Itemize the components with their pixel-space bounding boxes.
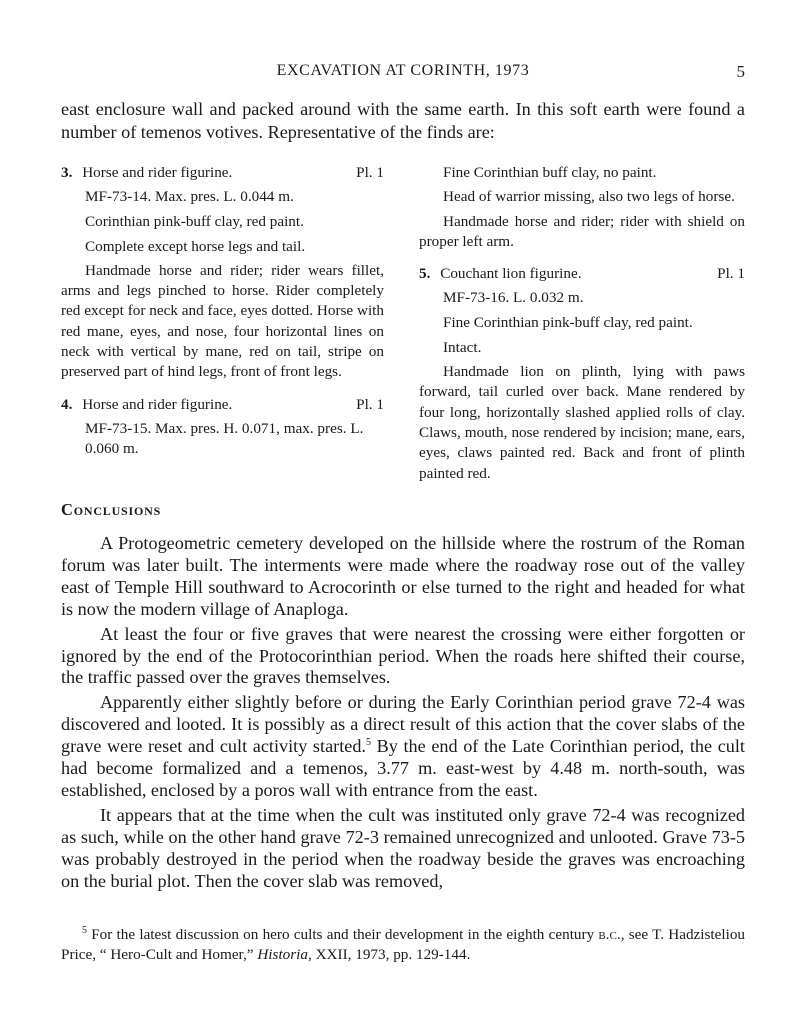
conclusions-paragraph-4: It appears that at the time when the cult was instituted only grave 72-4 was recognized as such, while on the other hand grave 72-3 remained unrecognized and unlooted. Grave 73-5 was probably destroyed in the period when the roadway beside the graves was encroaching on the burial plot. Then the cover slab was removed, [61, 804, 745, 891]
catalogue-entry-4-fabric: Fine Corinthian buff clay, no paint. [443, 164, 657, 181]
footnote-journal: Historia [257, 946, 308, 963]
catalogue-entry-5-title: Couchant lion figurine. [440, 265, 582, 283]
intro-paragraph: east enclosure wall and packed around with the same earth. In this soft earth were found a number of temenos votives. Representative of the finds are: [61, 99, 745, 142]
catalogue-entry-3-header [61, 163, 384, 183]
footnote-5 [61, 925, 745, 965]
catalogue-entry-5-header [419, 264, 745, 284]
catalogue-entry-4-plate: Pl. 1 [356, 395, 384, 413]
conclusions-paragraph-2: At least the four or five graves that were nearest the crossing were either forgotten or ignored by the end of the Protocorinthian period. When the roads here shifted their course, the traffic passed over the graves themselves. [61, 623, 745, 688]
footnote-reference-5[interactable]: 5 [365, 737, 371, 749]
footnote-text-c: , XXII, 1973, pp. 129-144. [307, 946, 471, 963]
catalogue-entry-4-title: Horse and rider figurine. [82, 395, 233, 413]
conclusions-paragraph-3-part-b: By the end of the Late Corinthian period, the cult had become formalized and a temenos, 3.77 m. east-west by 4.48 m. north-south, was established, enclosed by a poros wall with entrance from the east. [61, 736, 745, 800]
catalogue-column-right [419, 163, 745, 488]
catalogue-entry-3-plate: Pl. 1 [356, 164, 384, 181]
footnote-marker: 5 [82, 924, 87, 936]
conclusions-body [61, 533, 745, 896]
catalogue-entry-4-number: 4. [61, 395, 73, 413]
footnote-text-a: For the latest discussion on hero cults and their development in the eighth century [87, 926, 599, 943]
catalogue-entry-3-title: Horse and rider figurine. [82, 164, 233, 181]
catalogue-entry-3-number: 3. [61, 164, 73, 181]
catalogue-entry-5-description: Handmade lion on plinth, lying with paws forward, tail curled over back. Mane rendered by four long, horizontally slashed applied rolls of clay. Claws, mouth, nose rendered by incision; mane, ears, eyes, claws painted red. Back and front of plinth painted red. [419, 363, 745, 482]
catalogue-entry-4-description: Handmade horse and rider; rider with shield on proper left arm. [419, 212, 745, 250]
catalogue-entry-5-inventory: MF-73-16. L. 0.032 m. [443, 289, 584, 307]
footnote-text-b: , see T. Hadzisteliou Price, “ Hero-Cult and Homer,” [61, 926, 746, 963]
catalogue-entry-5-plate: Pl. 1 [717, 265, 745, 283]
catalogue-entry-5-condition: Intact. [443, 338, 482, 356]
section-heading-conclusions: Conclusions [61, 500, 162, 519]
catalogue-entry-4-header [61, 395, 384, 415]
conclusions-paragraph-3 [61, 692, 745, 802]
catalogue-entry-5-fabric: Fine Corinthian pink-buff clay, red paint. [443, 314, 693, 332]
conclusions-paragraph-1: A Protogeometric cemetery developed on the hillside where the rostrum of the Roman forum was later built. The interments were made where the roadway rose out of the valley east of Temple Hill southward to Acrocorinth or else turned to the right and headed for what is now the modern village of Anaploga. [61, 533, 745, 619]
running-head [61, 62, 745, 84]
footnote-era: b.c. [598, 926, 621, 943]
running-head-title: EXCAVATION AT CORINTH, 1973 [276, 62, 530, 79]
conclusions-paragraph-3-part-a: Apparently either slightly before or during the Early Corinthian period grave 72-4 was discovered and looted. It is possibly as a direct result of this action that the cover slabs of the grave were reset and cult activity started. [61, 692, 745, 757]
catalogue-entry-3-inventory: MF-73-14. Max. pres. L. 0.044 m. [85, 188, 294, 205]
catalogue-entry-5-number: 5. [419, 265, 431, 283]
catalogue-entry-4-inventory: MF-73-15. Max. pres. H. 0.071, max. pres. L. 0.060 m. [85, 419, 364, 457]
catalogue-column-left [61, 163, 384, 464]
catalogue-entry-3-description: Handmade horse and rider; rider wears fillet, arms and legs pinched to horse. Rider completely red except for neck and face, eyes dotted. Horse with red mane, eyes, and nose, four horizontal lines on neck with vertical by mane, red on tail, stripe on preserved part of hind legs, front of front legs. [61, 261, 384, 381]
catalogue-entry-4-condition: Head of warrior missing, also two legs of horse. [443, 188, 735, 206]
page-number: 5 [736, 62, 745, 81]
catalogue-entry-3-condition: Complete except horse legs and tail. [85, 237, 306, 255]
catalogue-entry-3-fabric: Corinthian pink-buff clay, red paint. [85, 213, 304, 231]
